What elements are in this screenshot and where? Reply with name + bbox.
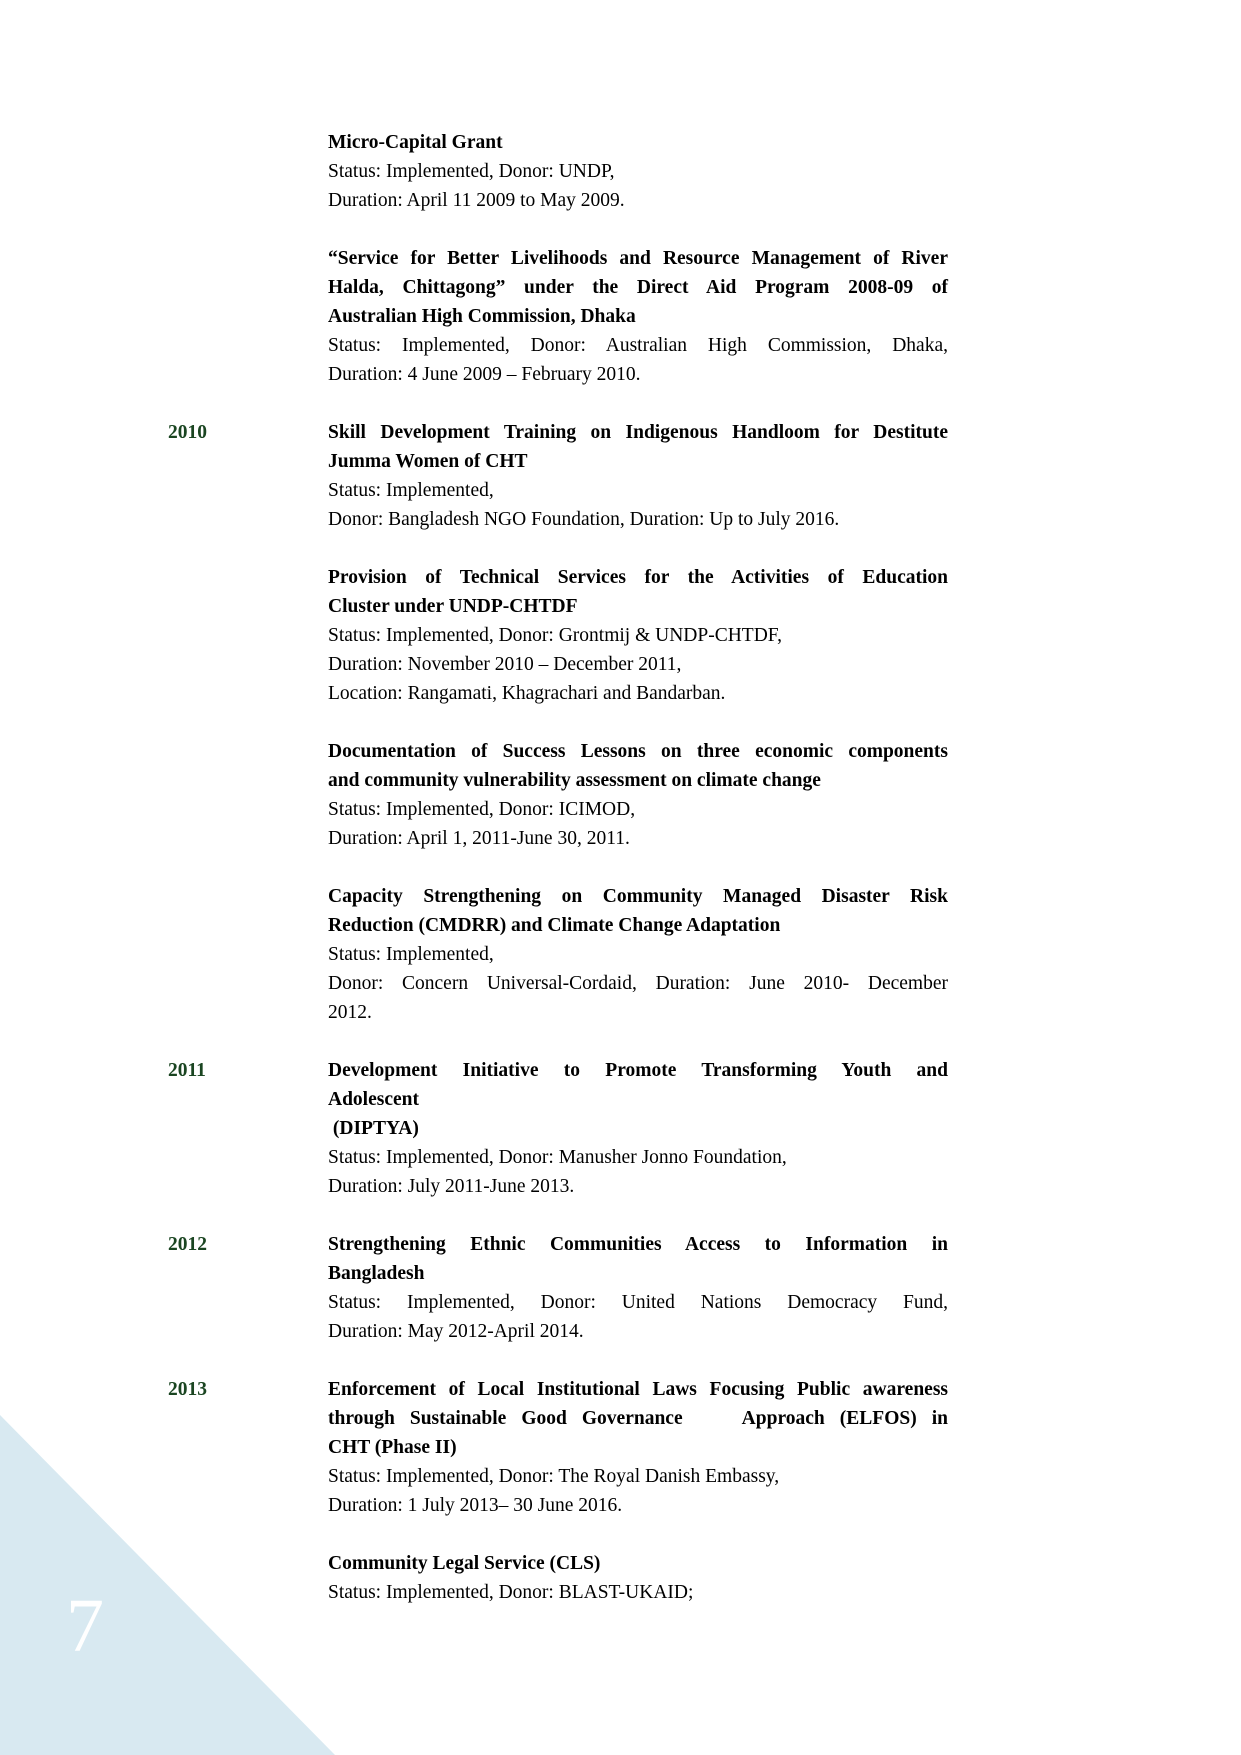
project-entry [0, 128, 1241, 215]
project-content [328, 244, 948, 389]
project-title-line: Provision of Technical Services for the Activities of Education [328, 567, 948, 588]
year-column [0, 128, 328, 215]
project-entry [0, 737, 1241, 853]
project-title-line: Halda, Chittagong” under the Direct Aid Program 2008-09 of [328, 277, 948, 298]
project-title-line: through Sustainable Good Governance Approach (ELFOS) in [328, 1408, 948, 1429]
project-content [328, 882, 948, 1027]
project-detail-line: Duration: November 2010 – December 2011, [328, 654, 682, 675]
project-entry [0, 1549, 1241, 1607]
project-detail-line: 2012. [328, 1002, 372, 1023]
project-detail-line: Status: Implemented, Donor: Manusher Jonno Foundation, [328, 1147, 787, 1168]
project-entry [0, 1056, 1241, 1201]
project-title-line: Development Initiative to Promote Transforming Youth and [328, 1060, 948, 1081]
project-title-line: Adolescent [328, 1089, 419, 1110]
project-title-line: (DIPTYA) [328, 1118, 419, 1139]
project-detail-line: Status: Implemented, [328, 480, 494, 501]
project-entry [0, 244, 1241, 389]
project-title-line: CHT (Phase II) [328, 1437, 457, 1458]
project-title-line: Community Legal Service (CLS) [328, 1553, 601, 1574]
project-title-line: Enforcement of Local Institutional Laws Focusing Public awareness [328, 1379, 948, 1400]
year-column [0, 563, 328, 708]
project-entry [0, 563, 1241, 708]
project-title-line: Reduction (CMDRR) and Climate Change Adaptation [328, 915, 781, 936]
year-label: 2011 [168, 1060, 206, 1081]
year-column [0, 737, 328, 853]
project-title-line: Australian High Commission, Dhaka [328, 306, 636, 327]
project-content [328, 418, 948, 534]
project-entry [0, 418, 1241, 534]
year-column [0, 244, 328, 389]
project-title-line: Capacity Strengthening on Community Managed Disaster Risk [328, 886, 948, 907]
project-detail-line: Duration: 1 July 2013– 30 June 2016. [328, 1495, 623, 1516]
year-column [0, 418, 328, 534]
project-title-line: Skill Development Training on Indigenous Handloom for Destitute [328, 422, 948, 443]
project-detail-line: Status: Implemented, Donor: UNDP, [328, 161, 615, 182]
project-title-line: Bangladesh [328, 1263, 425, 1284]
project-title-line: Cluster under UNDP-CHTDF [328, 596, 578, 617]
project-detail-line: Duration: 4 June 2009 – February 2010. [328, 364, 641, 385]
year-label: 2010 [168, 422, 207, 443]
project-content [328, 563, 948, 708]
year-label: 2013 [168, 1379, 207, 1400]
project-detail-line: Status: Implemented, Donor: Grontmij & UNDP-CHTDF, [328, 625, 782, 646]
project-detail-line: Status: Implemented, Donor: BLAST-UKAID; [328, 1582, 694, 1603]
project-title-line: “Service for Better Livelihoods and Resource Management of River [328, 248, 948, 269]
project-title-line: Strengthening Ethnic Communities Access to Information in [328, 1234, 948, 1255]
page-number: 7 [66, 1584, 104, 1668]
project-entry [0, 882, 1241, 1027]
project-content [328, 1230, 948, 1346]
project-timeline [0, 128, 1241, 1636]
project-detail-line: Duration: May 2012-April 2014. [328, 1321, 584, 1342]
project-detail-line: Status: Implemented, Donor: United Nations Democracy Fund, [328, 1292, 948, 1313]
project-content [328, 1056, 948, 1201]
project-content [328, 1549, 948, 1607]
project-title-line: Micro-Capital Grant [328, 132, 503, 153]
year-column [0, 882, 328, 1027]
project-title-line: and community vulnerability assessment on climate change [328, 770, 821, 791]
year-column [0, 1056, 328, 1201]
project-title-line: Jumma Women of CHT [328, 451, 528, 472]
project-detail-line: Location: Rangamati, Khagrachari and Bandarban. [328, 683, 726, 704]
project-content [328, 737, 948, 853]
project-detail-line: Donor: Concern Universal-Cordaid, Duration: June 2010- December [328, 973, 948, 994]
year-label: 2012 [168, 1234, 207, 1255]
project-content [328, 1375, 948, 1520]
project-detail-line: Duration: April 11 2009 to May 2009. [328, 190, 625, 211]
project-entry [0, 1230, 1241, 1346]
project-content [328, 128, 948, 215]
project-detail-line: Status: Implemented, [328, 944, 494, 965]
project-detail-line: Donor: Bangladesh NGO Foundation, Duration: Up to July 2016. [328, 509, 840, 530]
year-column [0, 1230, 328, 1346]
project-title-line: Documentation of Success Lessons on three economic components [328, 741, 948, 762]
project-detail-line: Status: Implemented, Donor: The Royal Danish Embassy, [328, 1466, 780, 1487]
project-detail-line: Duration: July 2011-June 2013. [328, 1176, 575, 1197]
project-entry [0, 1375, 1241, 1520]
project-detail-line: Status: Implemented, Donor: Australian High Commission, Dhaka, [328, 335, 948, 356]
project-detail-line: Status: Implemented, Donor: ICIMOD, [328, 799, 636, 820]
project-detail-line: Duration: April 1, 2011-June 30, 2011. [328, 828, 630, 849]
